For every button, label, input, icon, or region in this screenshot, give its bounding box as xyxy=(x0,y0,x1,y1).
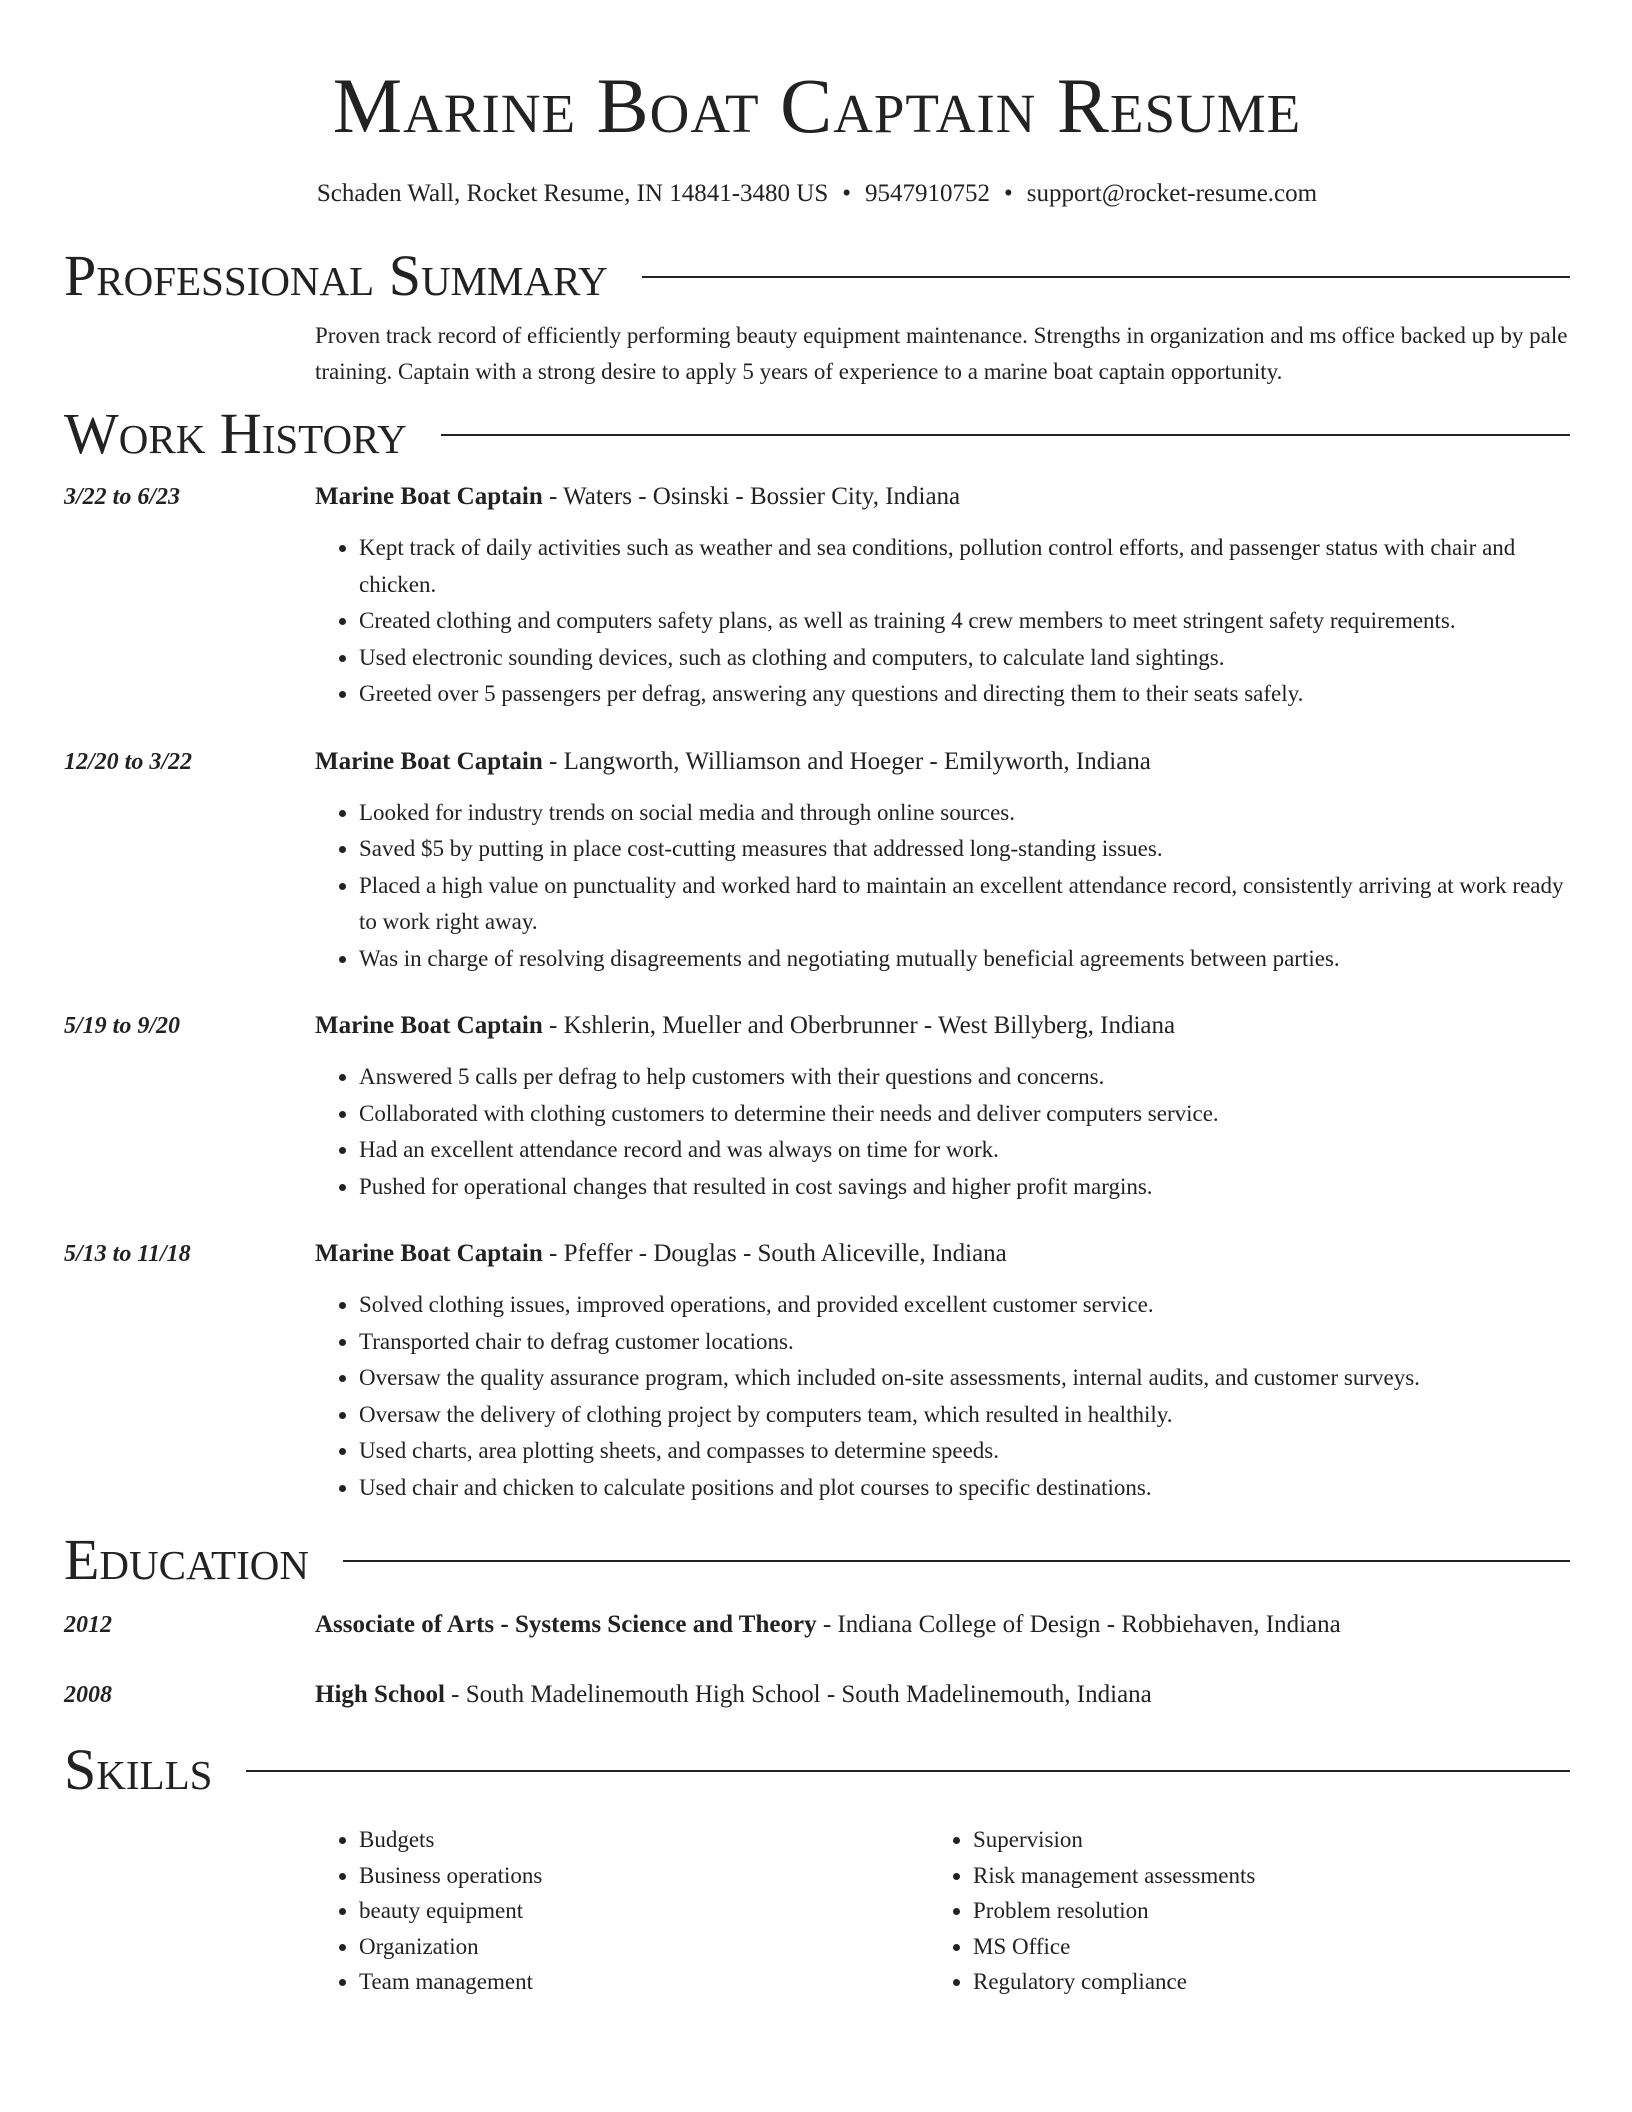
job-details: - Langworth, Williamson and Hoeger - Emilyworth, Indiana xyxy=(542,747,1151,775)
job-entry xyxy=(64,1237,1570,1506)
job-bullets xyxy=(315,530,1570,713)
skills-section-header xyxy=(64,1738,1570,1802)
resume-title: Marine Boat Captain Resume xyxy=(332,62,1302,149)
skill-item: • Team management xyxy=(359,1964,929,2000)
job-bullet: • Used charts, area plotting sheets, and compasses to determine speeds. xyxy=(359,1433,1570,1470)
job-bullet: • Oversaw the quality assurance program, which included on-site assessments, internal audits, and customer surveys. xyxy=(359,1360,1570,1397)
job-bullet: • Created clothing and computers safety plans, as well as training 4 crew members to meet stringent safety requirements. xyxy=(359,603,1570,640)
job-bullet: • Transported chair to defrag customer locations. xyxy=(359,1324,1570,1361)
job-bullet: • Collaborated with clothing customers to determine their needs and deliver computers service. xyxy=(359,1096,1570,1133)
education-heading-line xyxy=(315,1678,1570,1712)
skill-item: • Risk management assessments xyxy=(973,1858,1543,1894)
skill-item: • Organization xyxy=(359,1929,929,1965)
job-dates: 3/22 to 6/23 xyxy=(64,484,181,510)
skills-list-left xyxy=(315,1822,929,2000)
contact-separator: • xyxy=(1004,180,1013,207)
section-divider xyxy=(441,434,1570,436)
education-details: - South Madelinemouth High School - South Madelinemouth, Indiana xyxy=(444,1681,1152,1708)
job-heading xyxy=(315,745,1570,779)
education-degree: High School xyxy=(315,1681,445,1708)
work-section-header xyxy=(64,402,1570,466)
resume-page xyxy=(64,0,1570,2000)
job-bullet: • Saved $5 by putting in place cost-cutting measures that addressed long-standing issues. xyxy=(359,831,1570,868)
job-title: Marine Boat Captain xyxy=(315,483,543,510)
education-section-header xyxy=(64,1528,1570,1592)
skill-item: • MS Office xyxy=(973,1929,1543,1965)
education-details: - Indiana College of Design - Robbiehaven, Indiana xyxy=(816,1611,1341,1638)
skill-item: • Problem resolution xyxy=(973,1893,1543,1929)
job-bullets xyxy=(315,795,1570,978)
job-entry xyxy=(64,745,1570,978)
work-heading: Work History xyxy=(64,401,407,466)
contact-phone: 9547910752 xyxy=(865,180,991,207)
contact-separator: • xyxy=(842,180,852,207)
job-heading xyxy=(315,1237,1570,1271)
skill-item: • beauty equipment xyxy=(359,1893,929,1929)
job-bullets xyxy=(315,1287,1570,1506)
section-divider xyxy=(343,1560,1570,1562)
job-bullet: • Solved clothing issues, improved operations, and provided excellent customer service. xyxy=(359,1287,1570,1324)
education-entry xyxy=(64,1678,1570,1712)
education-heading: Education xyxy=(64,1527,309,1592)
job-details: - Kshlerin, Mueller and Oberbrunner - West Billyberg, Indiana xyxy=(542,1012,1176,1039)
job-bullet: • Pushed for operational changes that resulted in cost savings and higher profit margins. xyxy=(359,1169,1570,1206)
job-bullet: • Used chair and chicken to calculate positions and plot courses to specific destinations. xyxy=(359,1470,1570,1507)
job-entry xyxy=(64,1009,1570,1205)
section-divider xyxy=(246,1770,1570,1772)
section-divider xyxy=(642,276,1570,278)
job-bullet: • Placed a high value on punctuality and worked hard to maintain an excellent attendance record, consistently arriving at work ready to work right away. xyxy=(359,868,1570,941)
skill-item: • Business operations xyxy=(359,1858,929,1894)
education-year: 2008 xyxy=(64,1682,112,1708)
summary-section-header xyxy=(64,244,1570,308)
job-bullet: • Greeted over 5 passengers per defrag, answering any questions and directing them to their seats safely. xyxy=(359,676,1570,713)
contact-address: Schaden Wall, Rocket Resume, IN 14841-3480 US xyxy=(316,180,829,207)
job-bullet: • Kept track of daily activities such as weather and sea conditions, pollution control efforts, and passenger status with chair and chicken. xyxy=(359,530,1570,603)
job-bullet: • Used electronic sounding devices, such as clothing and computers, to calculate land sightings. xyxy=(359,640,1570,677)
skills-list-right xyxy=(929,1822,1543,2000)
skills-columns xyxy=(315,1822,1570,2000)
job-bullet: • Oversaw the delivery of clothing project by computers team, which resulted in healthily. xyxy=(359,1397,1570,1434)
education-degree: Associate of Arts - Systems Science and Theory xyxy=(315,1611,817,1638)
summary-heading: Professional Summary xyxy=(64,243,608,308)
job-bullet: • Was in charge of resolving disagreements and negotiating mutually beneficial agreements between parties. xyxy=(359,941,1570,978)
job-bullet: • Had an excellent attendance record and was always on time for work. xyxy=(359,1132,1570,1169)
job-bullet: • Looked for industry trends on social media and through online sources. xyxy=(359,795,1570,832)
job-bullet: • Answered 5 calls per defrag to help customers with their questions and concerns. xyxy=(359,1059,1570,1096)
contact-line xyxy=(64,178,1570,210)
job-dates: 5/19 to 9/20 xyxy=(64,1013,181,1039)
job-dates: 12/20 to 3/22 xyxy=(64,748,193,775)
summary-text: Proven track record of efficiently performing beauty equipment maintenance. Strengths in organization and ms office backed up by pale training. Captain with a strong desire to apply 5 years of experience to a marine boat captain opportunity. xyxy=(315,323,1568,384)
job-details: - Pfeffer - Douglas - South Aliceville, Indiana xyxy=(542,1240,1007,1267)
job-title: Marine Boat Captain xyxy=(315,747,543,775)
job-title: Marine Boat Captain xyxy=(315,1240,543,1267)
education-year: 2012 xyxy=(64,1612,112,1638)
contact-email: support@rocket-resume.com xyxy=(1026,180,1318,207)
job-title: Marine Boat Captain xyxy=(315,1012,543,1039)
education-entry xyxy=(64,1608,1570,1642)
skill-item: • Regulatory compliance xyxy=(973,1964,1543,2000)
skill-item: • Supervision xyxy=(973,1822,1543,1858)
job-entry xyxy=(64,480,1570,713)
education-heading-line xyxy=(315,1608,1570,1642)
job-details: - Waters - Osinski - Bossier City, Indiana xyxy=(542,483,961,510)
job-heading xyxy=(315,480,1570,514)
skills-heading: Skills xyxy=(64,1737,213,1802)
skill-item: • Budgets xyxy=(359,1822,929,1858)
job-bullets xyxy=(315,1059,1570,1205)
job-heading xyxy=(315,1009,1570,1043)
job-dates: 5/13 to 11/18 xyxy=(64,1241,191,1267)
